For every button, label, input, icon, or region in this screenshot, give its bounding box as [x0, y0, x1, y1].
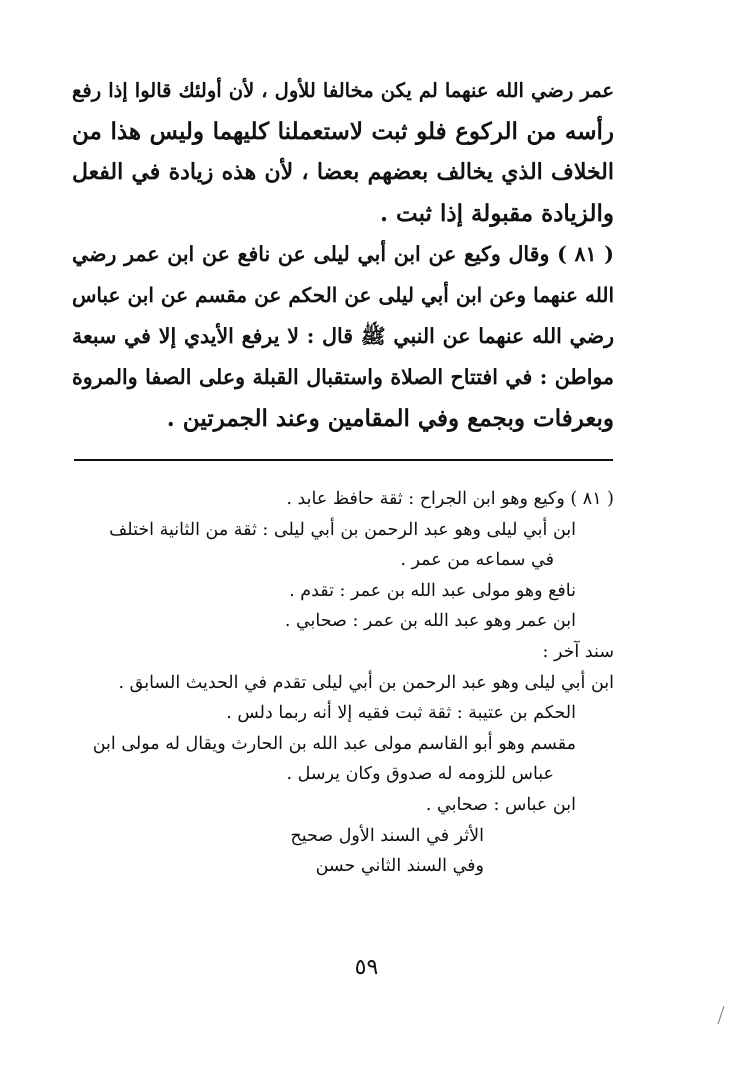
main-text-line: الخلاف الذي يخالف بعضهم بعضا ، لأن هذه زيادة في الفعل [72, 159, 614, 185]
hadith-81-line: وبعرفات وبجمع وفي المقامين وعند الجمرتين . [166, 405, 614, 432]
main-text-body [72, 70, 614, 439]
main-text-line: والزيادة مقبولة إذا ثبت . [380, 200, 614, 227]
footnote-line: ابن عباس : صحابي . [425, 794, 576, 815]
footnote-line: ابن عمر وهو عبد الله بن عمر : صحابي . [284, 611, 576, 632]
main-text-line: عمر رضي الله عنهما لم يكن مخالفا للأول ، لأن أولئك قالوا إذا رفع [72, 79, 614, 102]
hadith-81-line: رضي الله عنهما عن النبي ﷺ قال : لا يرفع الأيدي إلا في سبعة [72, 324, 614, 348]
margin-mark-icon [716, 1004, 726, 1026]
footnote-line: الحكم بن عتيبة : ثقة ثبت فقيه إلا أنه ربما دلس . [226, 703, 576, 724]
footnotes [72, 484, 614, 882]
main-text-line: رأسه من الركوع فلو ثبت لاستعملنا كليهما وليس هذا من [72, 118, 614, 145]
footnote-line: في سماعه من عمر . [400, 550, 554, 571]
footnote-line: نافع وهو مولى عبد الله بن عمر : تقدم . [289, 580, 576, 601]
footnote-line: ابن أبي ليلى وهو عبد الرحمن بن أبي ليلى : ثقة من الثانية اختلف [109, 519, 576, 540]
hadith-81-line: مواطن : في افتتاح الصلاة واستقبال القبلة وعلى الصفا والمروة [72, 365, 614, 389]
footnote-line: ابن أبي ليلى وهو عبد الرحمن بن أبي ليلى تقدم في الحديث السابق . [118, 672, 614, 693]
footnote-line: سند آخر : [542, 641, 614, 662]
hadith-81-line: ( ٨١ ) وقال وكيع عن ابن أبي ليلى عن نافع عن ابن عمر رضي [72, 242, 615, 266]
footnote-separator [74, 459, 613, 461]
verdict-line: الأثر في السند الأول صحيح [290, 825, 484, 846]
footnote-line: مقسم وهو أبو القاسم مولى عبد الله بن الحارث ويقال له مولى ابن [92, 733, 576, 754]
verdict-line: وفي السند الثاني حسن [315, 856, 484, 877]
page-number: ٥٩ [354, 955, 379, 980]
footnote-line: ( ٨١ ) وكيع وهو ابن الجراح : ثقة حافظ عابد . [286, 489, 614, 509]
hadith-81-line: الله عنهما وعن ابن أبي ليلى عن الحكم عن مقسم عن ابن عباس [72, 283, 614, 307]
footnote-line: عباس للزومه له صدوق وكان يرسل . [286, 764, 554, 785]
